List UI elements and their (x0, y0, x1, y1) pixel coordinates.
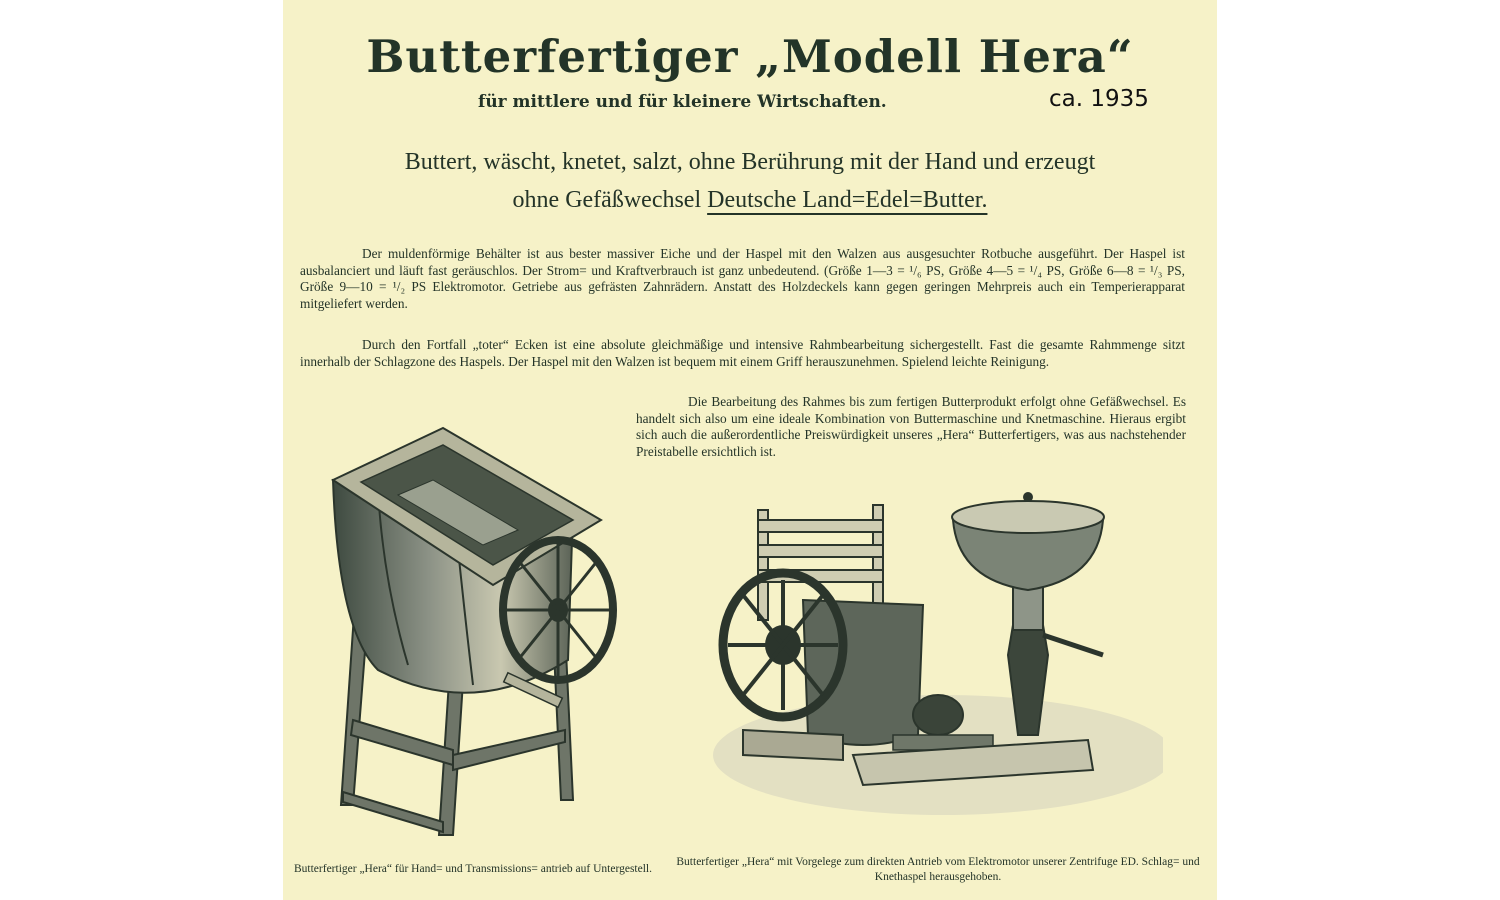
churn-with-motor-and-separator-illustration (703, 485, 1163, 825)
body-paragraph-3: Die Bearbeitung des Rahmes bis zum fertigen Butterprodukt erfolgt ohne Gefäßwechsel. Es handelt sich also um eine ideale Kombination von Buttermaschine und Knetmaschine. Hieraus ergibt sich auch die außerordentliche Preiswürdigkeit unseres „Hera“ Butterfertigers, was aus nachstehender Preistabelle ersichtlich ist. (636, 394, 1186, 459)
tagline-line-1: Buttert, wäscht, knetet, salzt, ohne Berührung mit der Hand und erzeugt (404, 149, 1096, 175)
body-paragraph-2: Durch den Fortfall „toter“ Ecken ist eine absolute gleichmäßige und intensive Rahmbearbeitung sichergestellt. Fast die gesamte Rahmmenge sitzt innerhalb der Schlagzone des Haspels. Der Haspel mit den Walzen ist bequem mit einem Griff herauszunehmen. Spielend leichte Reinigung. (300, 337, 1185, 369)
tagline-line-2 (283, 187, 1217, 214)
churn-on-stand-illustration (303, 420, 633, 845)
catalog-page (283, 0, 1217, 900)
page-subtitle: für mittlere und für kleinere Wirtschaften. (478, 92, 887, 112)
body-paragraph-1: Der muldenförmige Behälter ist aus bester massiver Eiche und der Haspel mit den Walzen aus ausgesuchter Rotbuche ausgeführt. Der Haspel ist ausbalanciert und läuft fast geräuschlos. Der Strom= und Kraftverbrauch ist ganz unbedeutend. (Größe 1—3 = ¹/₆ PS, Größe 4—5 = ¹/₄ PS, Größe 6—8 = ¹/₃ PS, Größe 9—10 = ¹/₂ PS Elektromotor. Getriebe aus gefrästen Zahnrädern. Anstatt des Holzdeckels kann gegen geringen Mehrpreis auch ein Temperierapparat mitgeliefert werden. (300, 246, 1185, 311)
caption-right: Butterfertiger „Hera“ mit Vorgelege zum direkten Antrieb vom Elektromotor unserer Zentrifuge ED. Schlag= und Knethaspel herausgehoben. (676, 856, 1200, 883)
caption-left: Butterfertiger „Hera“ für Hand= und Transmissions= antrieb auf Untergestell. (294, 863, 652, 875)
tagline-prefix: ohne Gefäßwechsel (512, 187, 708, 213)
tagline-underlined: Deutsche Land=Edel=Butter. (707, 187, 988, 213)
page-title: Butterfertiger „Modell Hera“ (366, 30, 1134, 83)
year-annotation: ca. 1935 (1049, 86, 1149, 112)
